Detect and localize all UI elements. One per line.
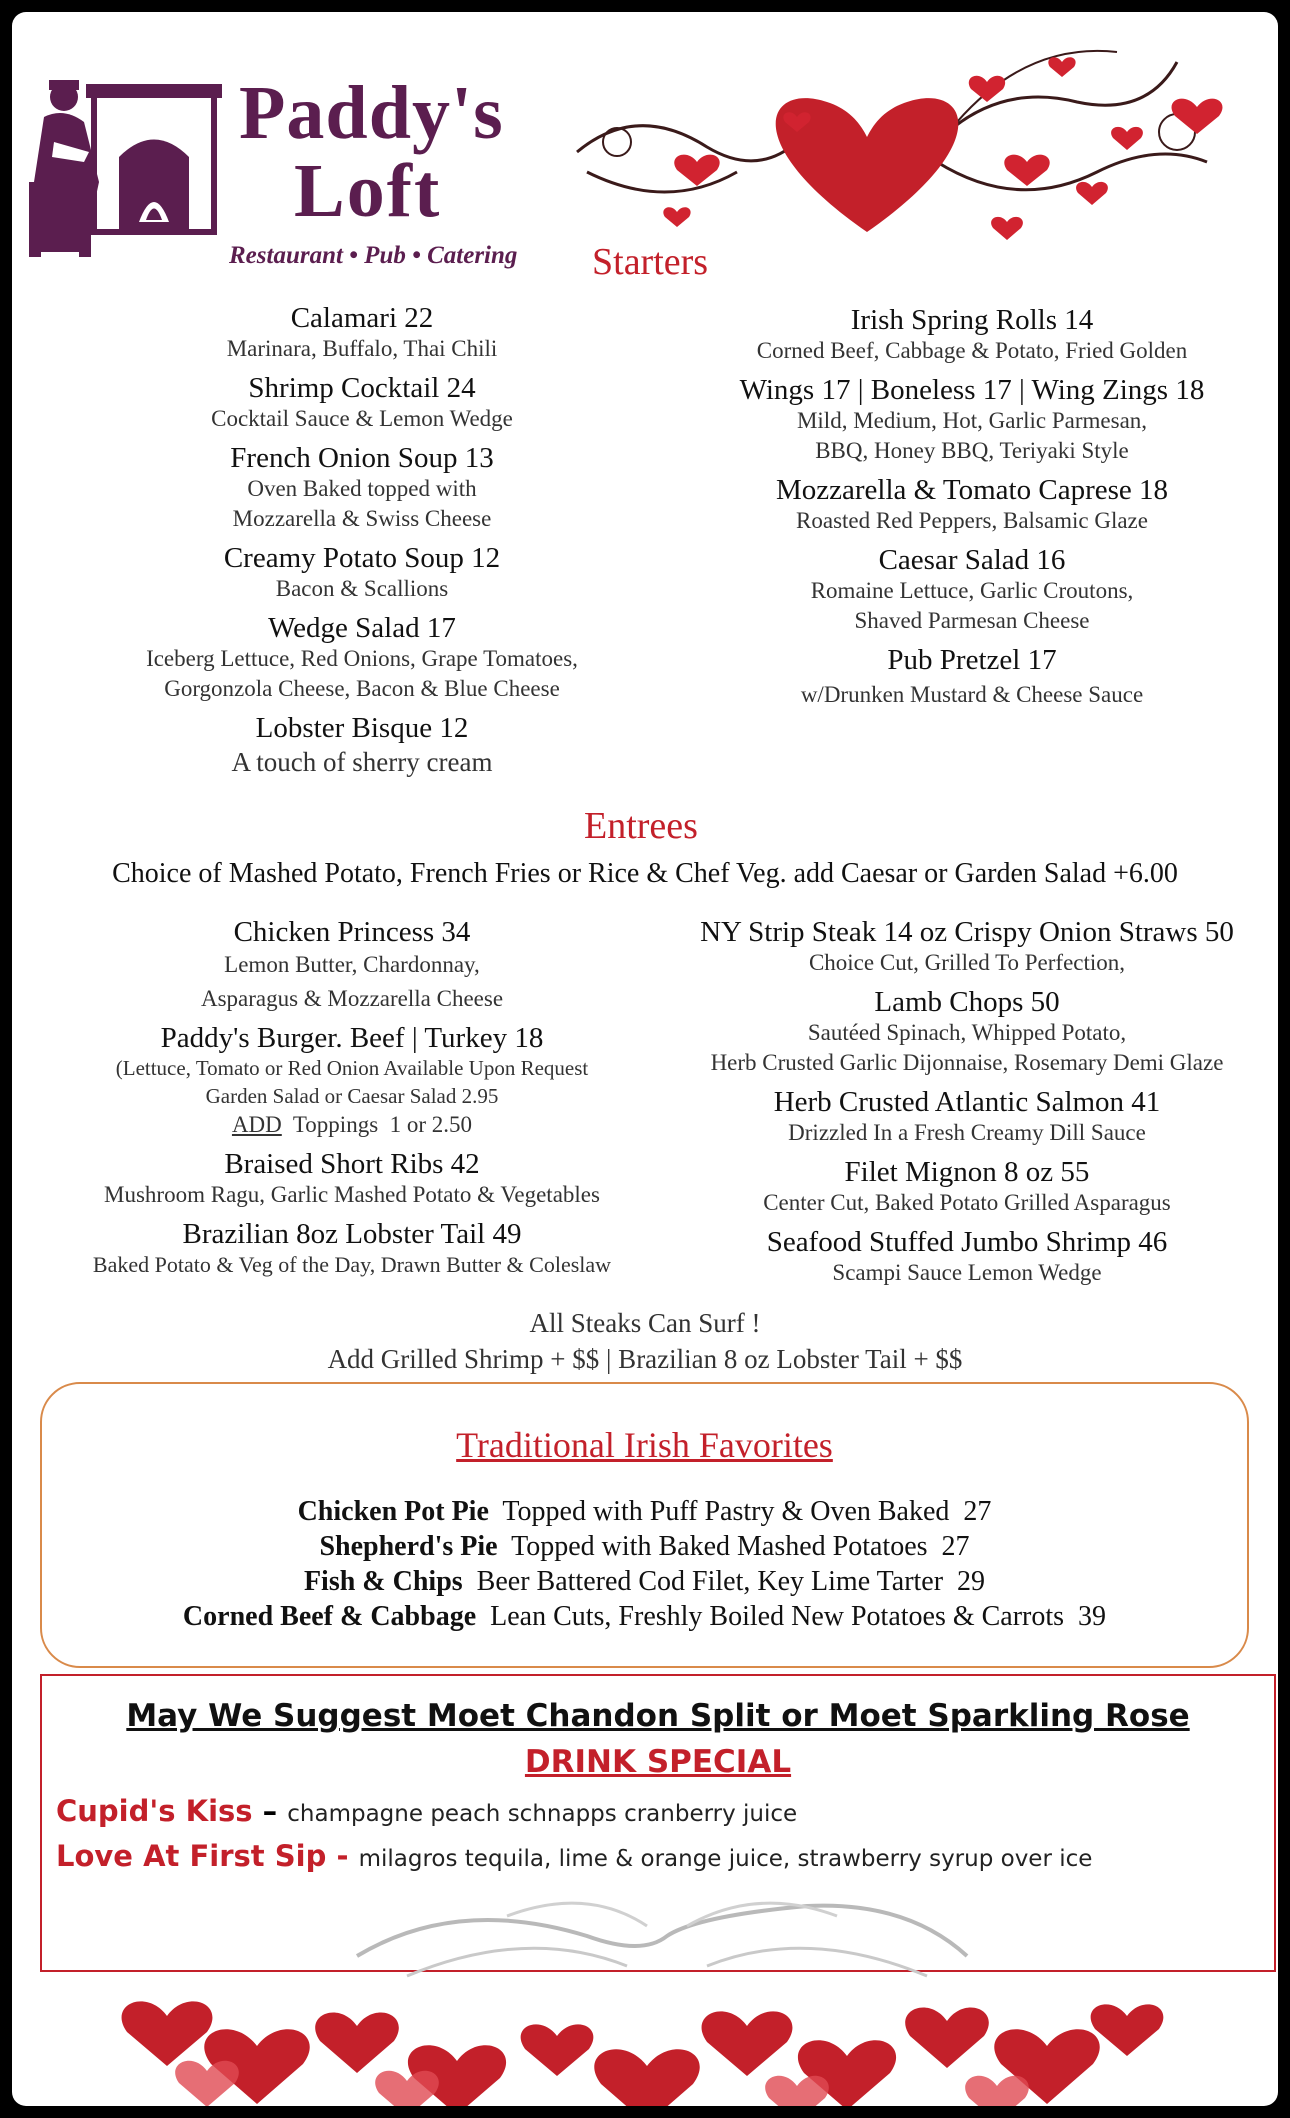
item-name: Calamari 22 xyxy=(290,302,434,334)
starter-pub-pretzel xyxy=(672,644,1272,710)
starter-calamari xyxy=(52,302,672,364)
entree-filet-mignon xyxy=(662,1156,1272,1218)
item-desc: Romaine Lettuce, Garlic Croutons, xyxy=(810,578,1134,603)
traditional-favorites-box xyxy=(40,1382,1249,1668)
item-desc: Choice Cut, Grilled To Perfection, xyxy=(808,950,1126,975)
drink-name: Love At First Sip xyxy=(56,1839,327,1873)
starter-irish-spring-rolls xyxy=(672,304,1272,366)
item-name: Creamy Potato Soup 12 xyxy=(223,542,501,574)
entree-lamb-chops xyxy=(662,986,1272,1078)
add-toppings-text: Toppings 1 or 2.50 xyxy=(281,1112,473,1137)
item-name: Braised Short Ribs 42 xyxy=(224,1148,480,1180)
drink-desc: milagros tequila, lime & orange juice, strawberry syrup over ice xyxy=(358,1846,1093,1872)
suggestion-line: May We Suggest Moet Chandon Split or Moet Sparkling Rose xyxy=(126,1698,1190,1734)
item-desc: Scampi Sauce Lemon Wedge xyxy=(832,1260,1102,1285)
drink-item xyxy=(56,1794,797,1828)
item-name: Herb Crusted Atlantic Salmon 41 xyxy=(773,1086,1161,1118)
item-desc: Roasted Red Peppers, Balsamic Glaze xyxy=(796,508,1148,533)
item-name: Seafood Stuffed Jumbo Shrimp 46 xyxy=(766,1226,1168,1258)
item-desc: Asparagus & Mozzarella Cheese xyxy=(200,986,504,1011)
item-name: NY Strip Steak 14 oz Crispy Onion Straws 50 xyxy=(700,916,1234,948)
item-name: Mozzarella & Tomato Caprese 18 xyxy=(775,474,1169,506)
item-desc: Baked Potato & Veg of the Day, Drawn Butter & Coleslaw xyxy=(92,1252,612,1277)
entree-paddys-burger xyxy=(52,1022,652,1140)
entree-chicken-princess xyxy=(52,916,652,1016)
item-desc: Mushroom Ragu, Garlic Mashed Potato & Vegetables xyxy=(104,1182,600,1207)
item-desc: Topped with Puff Pastry & Oven Baked 27 xyxy=(488,1496,992,1527)
starter-shrimp-cocktail xyxy=(52,372,672,434)
entree-brazilian-lobster-tail xyxy=(52,1218,652,1280)
item-name: Wings 17 | Boneless 17 | Wing Zings 18 xyxy=(739,374,1205,406)
entrees-title: Entrees xyxy=(584,805,698,847)
item-desc: Shaved Parmesan Cheese xyxy=(854,608,1090,633)
item-name: Chicken Princess 34 xyxy=(233,916,471,948)
item-name: Wedge Salad 17 xyxy=(268,612,456,644)
drink-desc: champagne peach schnapps cranberry juice xyxy=(287,1801,798,1827)
hearts-bottom-decoration xyxy=(107,1896,1177,2106)
item-name: Lamb Chops 50 xyxy=(874,986,1060,1018)
logo-tagline: Restaurant • Pub • Catering xyxy=(229,242,518,269)
entree-atlantic-salmon xyxy=(662,1086,1272,1148)
item-name: Irish Spring Rolls 14 xyxy=(850,304,1094,336)
item-name: Chicken Pot Pie xyxy=(297,1496,489,1527)
traditional-item xyxy=(42,1529,1247,1564)
item-name: Filet Mignon 8 oz 55 xyxy=(844,1156,1090,1188)
surf-line-2: Add Grilled Shrimp + $$ | Brazilian 8 oz Lobster Tail + $$ xyxy=(327,1344,963,1374)
drink-sep: – xyxy=(252,1794,288,1828)
starters-right-column xyxy=(672,304,1272,710)
item-desc: Gorgonzola Cheese, Bacon & Blue Cheese xyxy=(164,676,560,701)
item-desc: Herb Crusted Garlic Dijonnaise, Rosemary Demi Glaze xyxy=(710,1050,1224,1075)
starter-caprese xyxy=(672,474,1272,536)
item-desc: Iceberg Lettuce, Red Onions, Grape Tomatoes, xyxy=(146,646,578,671)
item-name: Shepherd's Pie xyxy=(319,1531,498,1562)
entrees-right-column xyxy=(662,916,1272,1288)
entrees-note: Choice of Mashed Potato, French Fries or Rice & Chef Veg. add Caesar or Garden Salad +6.00 xyxy=(112,858,1178,889)
item-desc: Marinara, Buffalo, Thai Chili xyxy=(226,336,498,361)
menu-page xyxy=(12,12,1278,2106)
starters-title: Starters xyxy=(592,241,709,283)
item-desc: Oven Baked topped with xyxy=(247,476,477,501)
item-name: Caesar Salad 16 xyxy=(878,544,1066,576)
item-desc: A touch of sherry cream xyxy=(231,747,493,777)
item-desc: Bacon & Scallions xyxy=(275,576,449,601)
item-desc: Beer Battered Cod Filet, Key Lime Tarter 29 xyxy=(462,1566,986,1597)
item-name: Fish & Chips xyxy=(303,1566,463,1597)
item-name: Corned Beef & Cabbage xyxy=(182,1601,477,1632)
entree-seafood-stuffed-shrimp xyxy=(662,1226,1272,1288)
starters-left-column xyxy=(52,302,672,780)
item-desc: Lean Cuts, Freshly Boiled New Potatoes & Carrots 39 xyxy=(476,1601,1107,1632)
traditional-item xyxy=(42,1494,1247,1529)
drink-sep: - xyxy=(326,1839,359,1873)
starter-caesar-salad xyxy=(672,544,1272,636)
item-name: Brazilian 8oz Lobster Tail 49 xyxy=(182,1218,522,1250)
item-desc: Lemon Butter, Chardonnay, xyxy=(224,952,480,977)
traditional-item xyxy=(42,1599,1247,1634)
item-desc: BBQ, Honey BBQ, Teriyaki Style xyxy=(815,438,1129,463)
drink-item xyxy=(56,1839,1092,1873)
add-toppings-line xyxy=(52,1110,652,1140)
entree-braised-short-ribs xyxy=(52,1148,652,1210)
traditional-list xyxy=(42,1494,1247,1634)
traditional-title: Traditional Irish Favorites xyxy=(456,1425,833,1465)
item-desc: Center Cut, Baked Potato Grilled Asparagus xyxy=(763,1190,1171,1215)
logo-title-1: Paddy's xyxy=(239,71,504,155)
entrees-left-column xyxy=(52,916,652,1280)
item-desc: Mild, Medium, Hot, Garlic Parmesan, xyxy=(796,408,1148,433)
starter-wedge-salad xyxy=(52,612,672,704)
logo xyxy=(24,52,544,292)
item-name: Shrimp Cocktail 24 xyxy=(248,372,476,404)
item-desc: w/Drunken Mustard & Cheese Sauce xyxy=(800,682,1144,707)
starter-wings xyxy=(672,374,1272,466)
item-desc: Sautéed Spinach, Whipped Potato, xyxy=(807,1020,1127,1045)
drink-special-title: DRINK SPECIAL xyxy=(524,1744,792,1780)
item-desc: Garden Salad or Caesar Salad 2.95 xyxy=(205,1084,499,1108)
item-name: Lobster Bisque 12 xyxy=(255,712,469,744)
item-name: Pub Pretzel 17 xyxy=(887,644,1057,676)
item-desc: Corned Beef, Cabbage & Potato, Fried Golden xyxy=(756,338,1188,363)
add-label: ADD xyxy=(231,1112,282,1137)
starter-creamy-potato-soup xyxy=(52,542,672,604)
item-desc: Cocktail Sauce & Lemon Wedge xyxy=(211,406,513,431)
item-desc: Mozzarella & Swiss Cheese xyxy=(232,506,492,531)
item-name: French Onion Soup 13 xyxy=(230,442,494,474)
surf-line-1: All Steaks Can Surf ! xyxy=(529,1308,761,1338)
item-desc: Topped with Baked Mashed Potatoes 27 xyxy=(497,1531,970,1562)
item-name: Paddy's Burger. Beef | Turkey 18 xyxy=(160,1022,544,1054)
starter-french-onion-soup xyxy=(52,442,672,534)
item-desc: (Lettuce, Tomato or Red Onion Available Upon Request xyxy=(115,1056,589,1080)
heart-swirl-decoration xyxy=(557,22,1257,262)
logo-title-2: Loft xyxy=(294,149,442,233)
entree-ny-strip-steak xyxy=(662,916,1272,978)
starter-lobster-bisque xyxy=(52,712,672,780)
drink-name: Cupid's Kiss xyxy=(56,1794,253,1828)
item-desc: Drizzled In a Fresh Creamy Dill Sauce xyxy=(788,1120,1146,1145)
traditional-item xyxy=(42,1564,1247,1599)
fireplace-man-illustration xyxy=(24,62,234,262)
